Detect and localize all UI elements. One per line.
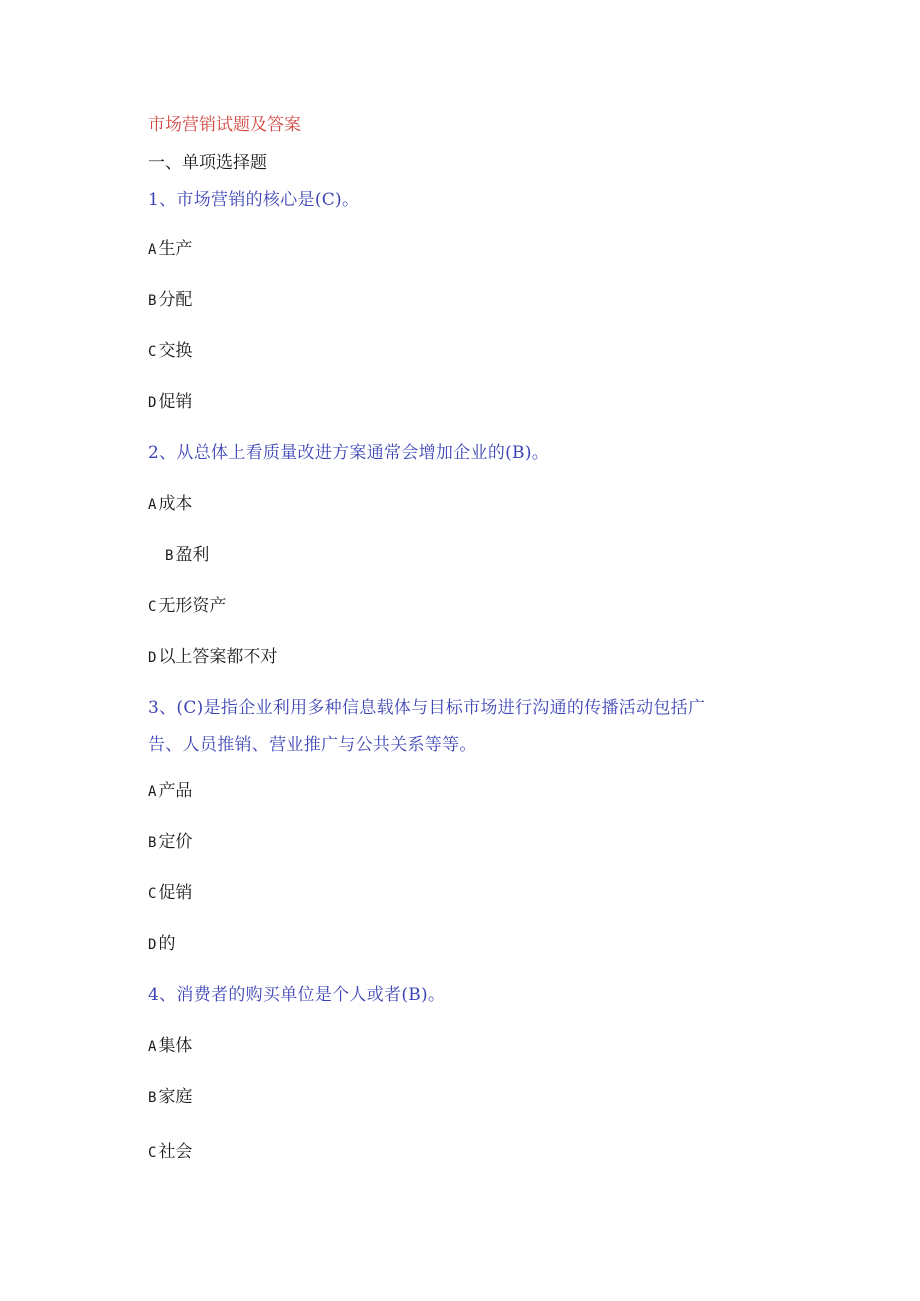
question-2-option-c: [148, 596, 226, 617]
option-text: 家庭: [158, 1087, 193, 1107]
question-4-option-c: [148, 1142, 192, 1163]
option-letter: A: [148, 784, 157, 800]
option-text: 以上答案都不对: [158, 647, 278, 667]
option-text: 交换: [158, 341, 193, 361]
option-text: 分配: [158, 290, 193, 310]
option-letter: D: [148, 650, 157, 666]
question-3-line-1: 3、(C)是指企业利用多种信息载体与目标市场进行沟通的传播活动包括广: [148, 698, 706, 718]
option-text: 盈利: [175, 545, 210, 565]
option-letter: B: [148, 1090, 157, 1106]
document-title: 市场营销试题及答案: [148, 115, 301, 135]
option-letter: C: [148, 344, 157, 360]
option-letter: B: [148, 293, 157, 309]
option-letter: B: [148, 835, 157, 851]
option-letter: A: [148, 1039, 157, 1055]
question-1-option-d: [148, 392, 192, 413]
option-letter: C: [148, 599, 157, 615]
section-heading: 一、单项选择题: [148, 153, 267, 173]
option-text: 无形资产: [158, 596, 227, 616]
option-letter: A: [148, 242, 157, 258]
option-text: 社会: [158, 1142, 193, 1162]
option-letter: B: [165, 548, 174, 564]
question-4-option-a: [148, 1036, 192, 1057]
question-2-option-a: [148, 494, 192, 515]
question-3-option-c: [148, 883, 192, 904]
option-text: 集体: [158, 1036, 193, 1056]
question-4-option-b: [148, 1087, 192, 1108]
option-letter: D: [148, 395, 157, 411]
option-text: 产品: [158, 781, 193, 801]
question-3-line-2: 告、人员推销、营业推广与公共关系等等。: [148, 735, 477, 755]
question-3-option-d: [148, 934, 175, 955]
question-2-option-b: [165, 545, 209, 566]
option-text: 促销: [158, 883, 193, 903]
question-2: 2、从总体上看质量改进方案通常会增加企业的(B)。: [148, 443, 550, 463]
question-1-option-b: [148, 290, 192, 311]
question-3-option-b: [148, 832, 192, 853]
question-1-option-c: [148, 341, 192, 362]
option-letter: C: [148, 1145, 157, 1161]
option-letter: D: [148, 937, 157, 953]
option-text: 定价: [158, 832, 193, 852]
option-text: 成本: [158, 494, 193, 514]
question-1-option-a: [148, 239, 192, 260]
option-text: 促销: [158, 392, 193, 412]
option-text: 的: [158, 934, 176, 954]
question-3-option-a: [148, 781, 192, 802]
question-2-option-d: [148, 647, 277, 668]
option-letter: C: [148, 886, 157, 902]
option-text: 生产: [158, 239, 193, 259]
question-4: 4、消费者的购买单位是个人或者(B)。: [148, 985, 446, 1005]
question-1: 1、市场营销的核心是(C)。: [148, 190, 360, 210]
option-letter: A: [148, 497, 157, 513]
